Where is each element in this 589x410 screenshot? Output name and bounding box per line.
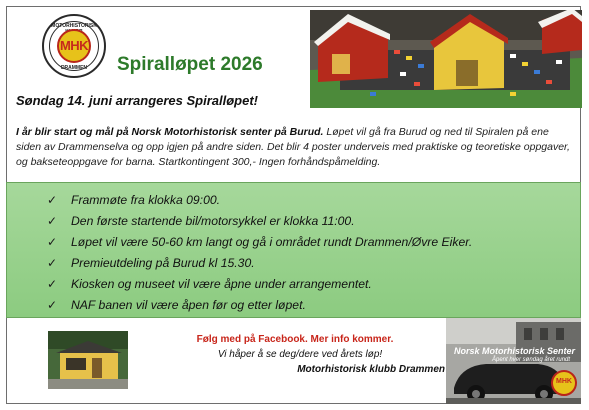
hope-text: Vi håper å se deg/dere ved årets løp! xyxy=(217,349,383,360)
checklist xyxy=(47,190,472,316)
checkmark-icon: ✓ xyxy=(47,256,58,270)
facebook-notice: Følg med på Facebook. Mer info kommer. xyxy=(196,334,394,345)
checkmark-icon: ✓ xyxy=(47,193,58,207)
mini-club-logo xyxy=(551,370,577,396)
kiosk-photo xyxy=(48,331,128,389)
museum-caption: Norsk Motorhistorisk Senter xyxy=(454,346,576,356)
checkmark-icon: ✓ xyxy=(47,235,58,249)
museum-subcaption: Åpent hver søndag året rundt xyxy=(492,357,571,363)
checklist-item: ✓ NAF banen vil være åpen før og etter løpet. xyxy=(47,295,472,316)
logo-letters: MHK xyxy=(59,38,89,53)
intro-rest: Løpet vil gå fra Burud og ned til Spiralen på ene siden av Drammenselva og opp igjen på andre siden. Det blir 4 poster underveis med praktiske og teoretiske oppgaver, og bakseteoppgave for barna. Startkontingent 300,- Ingen forhåndspåmelding. xyxy=(16,126,570,168)
diorama-photo xyxy=(310,10,582,108)
event-subtitle: Søndag 14. juni arrangeres Spiralløpet! xyxy=(16,93,259,108)
mini-logo-letters: MHK xyxy=(556,378,572,385)
club-logo xyxy=(42,14,106,78)
checklist-item: ✓ Frammøte fra klokka 09:00. xyxy=(47,190,472,211)
checklist-item: ✓ Den første startende bil/motorsykkel er klokka 11:00. xyxy=(47,211,472,232)
checkmark-icon: ✓ xyxy=(47,298,58,312)
intro-bold: I år blir start og mål på Norsk Motorhistorisk senter på Burud. xyxy=(16,126,324,138)
logo-top-text: MOTORHISTORISK xyxy=(51,23,97,29)
checklist-item: ✓ Løpet vil være 50-60 km langt og gå i området rundt Drammen/Øvre Eiker. xyxy=(47,232,472,253)
checkmark-icon: ✓ xyxy=(47,214,58,228)
info-checklist-box xyxy=(6,182,581,318)
checkmark-icon: ✓ xyxy=(47,277,58,291)
intro-paragraph xyxy=(16,125,576,170)
checklist-item: ✓ Kiosken og museet vil være åpne under arrangementet. xyxy=(47,274,472,295)
page-title: Spiralløpet 2026 xyxy=(117,54,263,75)
club-signature: Motorhistorisk klubb Drammen xyxy=(297,364,445,375)
checklist-item: ✓ Premieutdeling på Burud kl 15.30. xyxy=(47,253,472,274)
logo-bottom-text: DRAMMEN xyxy=(60,65,88,71)
